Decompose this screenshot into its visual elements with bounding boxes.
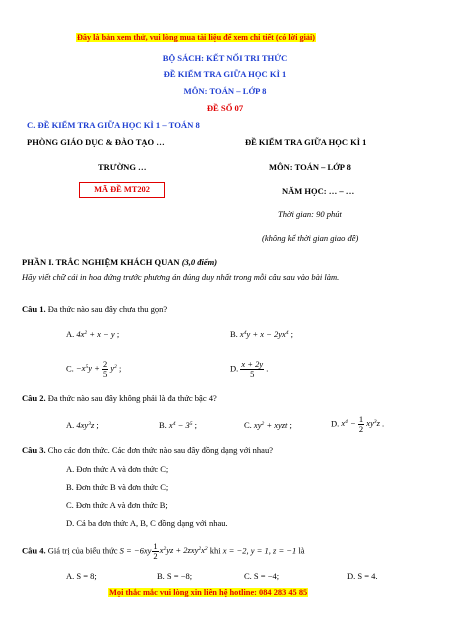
subject-title: MÔN: TOÁN – LỚP 8 bbox=[183, 86, 267, 96]
school: TRƯỜNG … bbox=[98, 162, 147, 172]
q3-option-b[interactable]: B. Đơn thức B và đơn thức C; bbox=[66, 482, 169, 492]
exam-title: ĐỀ KIỂM TRA GIỮA HỌC KÌ 1 bbox=[163, 69, 287, 79]
q3-option-a[interactable]: A. Đơn thức A và đơn thức C; bbox=[66, 464, 169, 474]
q2-option-d[interactable]: D. $x^4$ − $\frac{1}{2}$ $xy^3z$ . bbox=[331, 414, 385, 434]
q4-option-a[interactable]: A. S = 8; bbox=[66, 571, 97, 581]
q1-option-d[interactable]: D. $\frac{x + 2y}{5}$ . bbox=[230, 359, 269, 379]
q1-option-c[interactable]: C. $-x^5y$ + $\frac{2}{5}$ $y^2$ ; bbox=[66, 359, 122, 379]
school-year: NĂM HỌC: … – … bbox=[282, 186, 355, 196]
subject-right: MÔN: TOÁN – LỚP 8 bbox=[269, 162, 351, 172]
question-3: Câu 3. Cho các đơn thức. Các đơn thức nào sau đây đồng dạng với nhau? bbox=[22, 445, 273, 455]
q2-option-c[interactable]: C. $xy^2$ + xyzt ; bbox=[244, 420, 292, 430]
exam-number: ĐỀ SỐ 07 bbox=[206, 103, 244, 113]
book-series: BỘ SÁCH: KẾT NỐI TRI THỨC bbox=[162, 53, 288, 63]
exam-title-right: ĐỀ KIỂM TRA GIỮA HỌC KÌ 1 bbox=[245, 137, 367, 147]
q3-option-c[interactable]: C. Đơn thức A và đơn thức B; bbox=[66, 500, 168, 510]
q2-option-b[interactable]: B. $x^4 - 3^5$ ; bbox=[159, 420, 197, 430]
exam-code-box: MÃ ĐỀ MT202 bbox=[79, 182, 165, 198]
q1-option-a[interactable]: A. $4x^2 + x - y$ ; bbox=[66, 329, 120, 339]
q3-option-d[interactable]: D. Cả ba đơn thức A, B, C đồng dạng với nhau. bbox=[66, 518, 228, 528]
part1-instruction: Hãy viết chữ cái in hoa đứng trước phương án đúng duy nhất trong mỗi câu sau vào bài làm. bbox=[22, 272, 340, 282]
part1-title: PHẦN I. TRẮC NGHIỆM KHÁCH QUAN (3,0 điểm) bbox=[22, 257, 218, 267]
time-note: (không kể thời gian giao đề) bbox=[262, 233, 359, 243]
q4-option-c[interactable]: C. S = −4; bbox=[244, 571, 280, 581]
preview-banner: Đây là bản xem thử, vui lòng mua tài liệu để xem chi tiết (có lời giải) bbox=[77, 33, 316, 42]
q4-option-d[interactable]: D. S = 4. bbox=[347, 571, 378, 581]
section-c-heading: C. ĐỀ KIỂM TRA GIỮA HỌC KÌ 1 – TOÁN 8 bbox=[27, 120, 200, 130]
hotline-banner: Mọi thắc mắc vui lòng xin liên hệ hotline: 084 283 45 85 bbox=[109, 588, 308, 597]
q1-option-b[interactable]: B. $x^4y + x - 2yx^4$ ; bbox=[230, 329, 294, 339]
question-4: Câu 4. Giá trị của biểu thức S = −6xy $\frac{1}{2}$ $x^2yz + 2zxy^2x^2$ khi x = −2, y = 1, z = −1 là bbox=[22, 541, 305, 561]
question-2: Câu 2. Đa thức nào sau đây không phải là đa thức bậc 4? bbox=[22, 393, 217, 403]
duration: Thời gian: 90 phút bbox=[278, 209, 342, 219]
question-1: Câu 1. Đa thức nào sau đây chưa thu gọn? bbox=[22, 304, 168, 314]
department: PHÒNG GIÁO DỤC & ĐÀO TẠO … bbox=[27, 137, 165, 147]
q4-option-b[interactable]: B. S = −8; bbox=[157, 571, 193, 581]
q2-option-a[interactable]: A. $4xy^3z$ ; bbox=[66, 420, 99, 430]
